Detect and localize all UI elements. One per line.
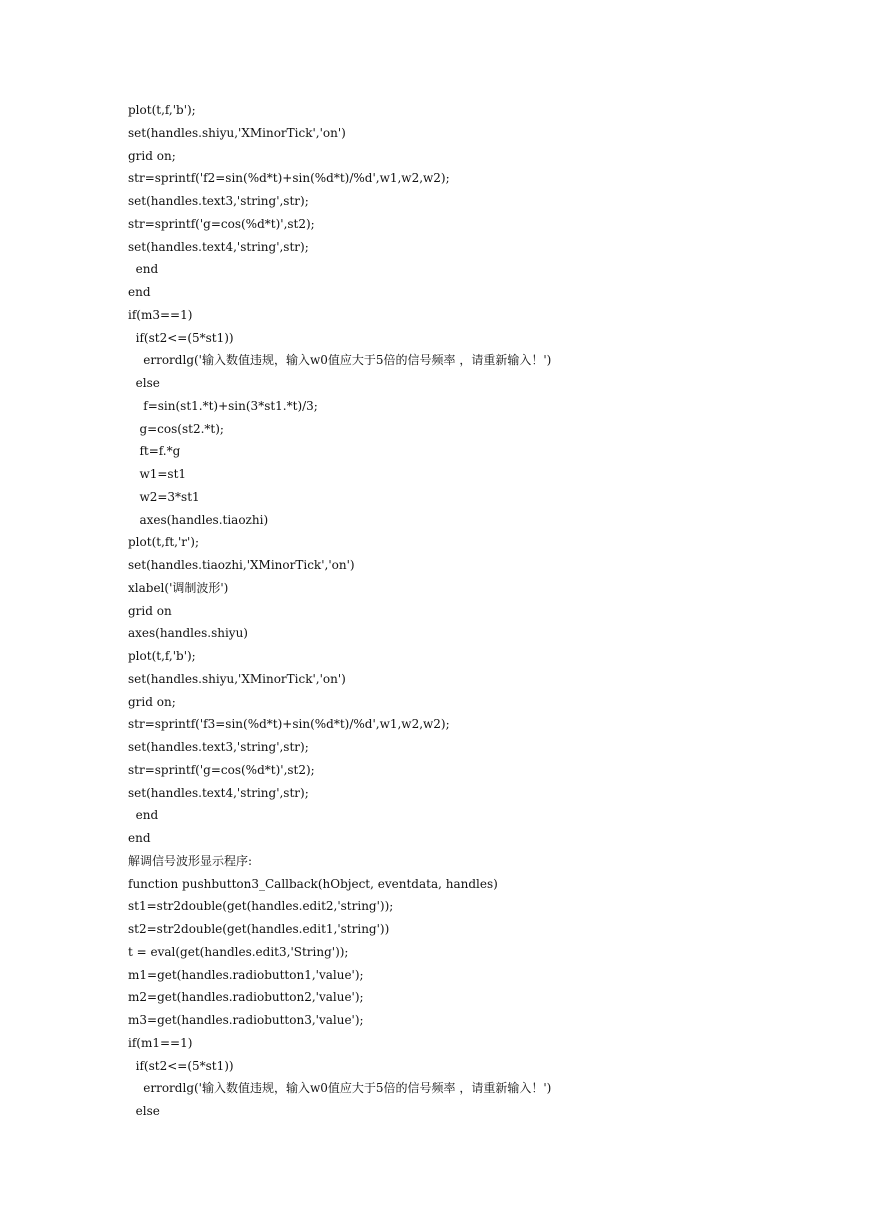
code-line: if(st2<=(5*st1)) bbox=[128, 1058, 234, 1073]
code-line: plot(t,f,'b'); bbox=[128, 649, 196, 663]
code-line: end bbox=[128, 285, 151, 299]
code-line: st2=str2double(get(handles.edit1,'string')) bbox=[128, 922, 390, 936]
code-line: if(m3==1) bbox=[128, 307, 193, 322]
code-line: set(handles.text4,'string',str); bbox=[128, 785, 309, 800]
code-line: end bbox=[128, 262, 159, 277]
code-line: w1=st1 bbox=[128, 467, 187, 481]
code-line: m2=get(handles.radiobutton2,'value'); bbox=[128, 990, 364, 1005]
code-line: grid on; bbox=[128, 694, 176, 709]
code-line: w2=3*st1 bbox=[128, 489, 200, 504]
code-line: str=sprintf('g=cos(%d*t)',st2); bbox=[128, 216, 315, 231]
code-line: st1=str2double(get(handles.edit2,'string')); bbox=[128, 899, 394, 914]
code-line: set(handles.text3,'string',str); bbox=[128, 740, 309, 754]
code-line: plot(t,ft,'r'); bbox=[128, 535, 200, 550]
code-line: grid on; bbox=[128, 148, 176, 163]
code-line: str=sprintf('f2=sin(%d*t)+sin(%d*t)/%d',w1,w2,w2); bbox=[128, 171, 450, 186]
code-line: if(st2<=(5*st1)) bbox=[128, 330, 234, 345]
code-line: else bbox=[128, 376, 160, 390]
code-line: xlabel('调制波形') bbox=[128, 580, 229, 595]
code-line: set(handles.shiyu,'XMinorTick','on') bbox=[128, 671, 346, 686]
code-line: axes(handles.shiyu) bbox=[128, 626, 248, 641]
code-line: grid on bbox=[128, 603, 172, 618]
code-line: str=sprintf('f3=sin(%d*t)+sin(%d*t)/%d',w1,w2,w2); bbox=[128, 717, 450, 732]
code-line: f=sin(st1.*t)+sin(3*st1.*t)/3; bbox=[128, 398, 318, 413]
section-heading: 解调信号波形显示程序: bbox=[128, 853, 253, 868]
code-line: m3=get(handles.radiobutton3,'value'); bbox=[128, 1013, 364, 1027]
code-line: str=sprintf('g=cos(%d*t)',st2); bbox=[128, 762, 315, 777]
code-listing bbox=[128, 99, 828, 1123]
code-line: set(handles.tiaozhi,'XMinorTick','on') bbox=[128, 558, 355, 572]
code-line: end bbox=[128, 808, 159, 823]
code-line: function pushbutton3_Callback(hObject, eventdata, handles) bbox=[128, 876, 498, 891]
code-line: t = eval(get(handles.edit3,'String')); bbox=[128, 944, 349, 959]
code-line: ft=f.*g bbox=[128, 444, 181, 459]
code-line: plot(t,f,'b'); bbox=[128, 103, 196, 117]
code-line: end bbox=[128, 831, 151, 845]
code-line: else bbox=[128, 1104, 160, 1118]
code-line: set(handles.shiyu,'XMinorTick','on') bbox=[128, 125, 346, 140]
code-line: errordlg('输入数值违规，输入w0值应大于5倍的信号频率 ，请重新输入！') bbox=[128, 353, 552, 368]
code-line: axes(handles.tiaozhi) bbox=[128, 512, 269, 527]
code-line: if(m1==1) bbox=[128, 1035, 193, 1050]
code-line: set(handles.text3,'string',str); bbox=[128, 194, 309, 208]
code-line: m1=get(handles.radiobutton1,'value'); bbox=[128, 967, 364, 982]
code-line: g=cos(st2.*t); bbox=[128, 421, 224, 436]
code-line: errordlg('输入数值违规，输入w0值应大于5倍的信号频率 ，请重新输入！') bbox=[128, 1081, 552, 1096]
code-line: set(handles.text4,'string',str); bbox=[128, 239, 309, 254]
